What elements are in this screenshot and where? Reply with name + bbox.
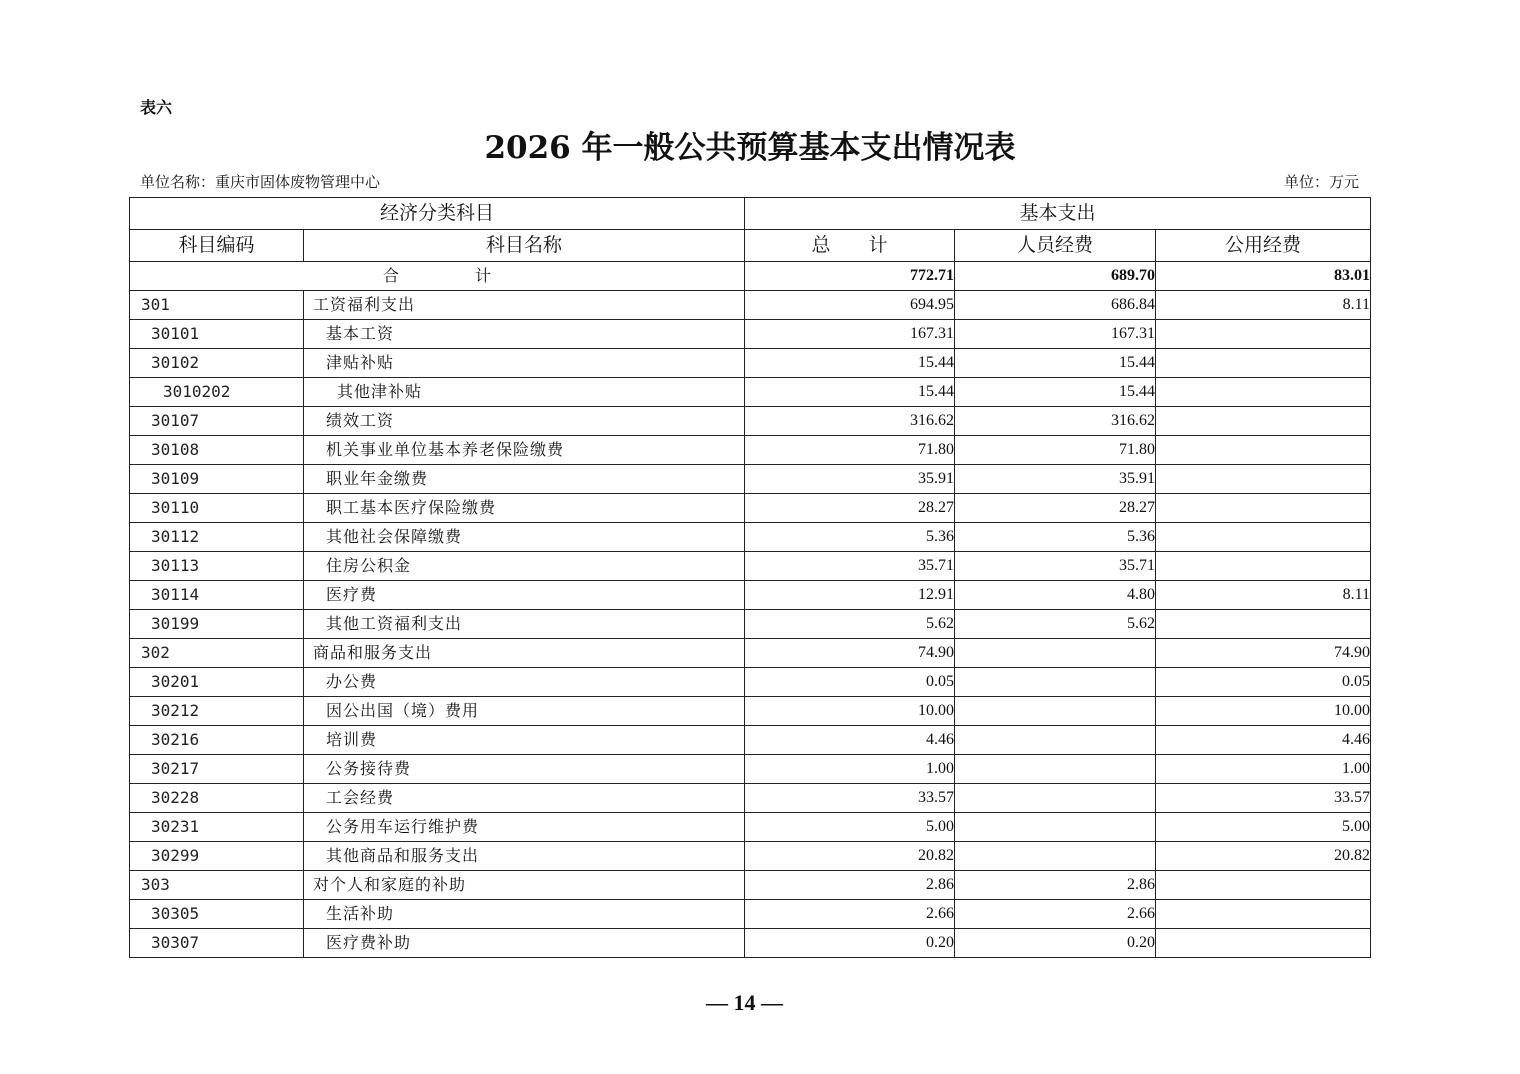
cell-name: 公务用车运行维护费: [304, 813, 745, 842]
cell-name: 办公费: [304, 668, 745, 697]
cell-public: 8.11: [1156, 581, 1371, 610]
cell-personnel: [955, 813, 1156, 842]
cell-personnel: 15.44: [955, 378, 1156, 407]
cell-name: 住房公积金: [304, 552, 745, 581]
cell-code: 30201: [130, 668, 304, 697]
cell-public: [1156, 494, 1371, 523]
cell-personnel: [955, 668, 1156, 697]
cell-total: 5.62: [745, 610, 955, 639]
cell-personnel: 2.86: [955, 871, 1156, 900]
cell-public: 10.00: [1156, 697, 1371, 726]
cell-personnel: [955, 755, 1156, 784]
total-label: 合 计: [130, 262, 745, 291]
cell-personnel: [955, 842, 1156, 871]
cell-public: [1156, 465, 1371, 494]
cell-total: 0.20: [745, 929, 955, 958]
column-header-public: 公用经费: [1156, 230, 1371, 262]
table-row: [130, 697, 1371, 726]
cell-code: 30305: [130, 900, 304, 929]
cell-public: 0.05: [1156, 668, 1371, 697]
table-row: [130, 552, 1371, 581]
cell-total: 28.27: [745, 494, 955, 523]
cell-name: 绩效工资: [304, 407, 745, 436]
cell-code: 301: [130, 291, 304, 320]
cell-personnel: 15.44: [955, 349, 1156, 378]
cell-code: 30307: [130, 929, 304, 958]
table-row: [130, 813, 1371, 842]
cell-name: 工会经费: [304, 784, 745, 813]
cell-code: 30216: [130, 726, 304, 755]
cell-code: 30217: [130, 755, 304, 784]
cell-name: 其他津补贴: [304, 378, 745, 407]
cell-public: 20.82: [1156, 842, 1371, 871]
cell-total: 15.44: [745, 378, 955, 407]
cell-total: 5.36: [745, 523, 955, 552]
cell-total: 1.00: [745, 755, 955, 784]
cell-name: 生活补助: [304, 900, 745, 929]
table-row: [130, 755, 1371, 784]
table-body: [130, 262, 1371, 958]
cell-personnel: [955, 726, 1156, 755]
cell-code: 30101: [130, 320, 304, 349]
cell-code: 30108: [130, 436, 304, 465]
cell-total: 35.91: [745, 465, 955, 494]
cell-name: 培训费: [304, 726, 745, 755]
cell-name: 基本工资: [304, 320, 745, 349]
cell-personnel: 2.66: [955, 900, 1156, 929]
table-row: [130, 320, 1371, 349]
cell-name: 商品和服务支出: [304, 639, 745, 668]
cell-total: 2.66: [745, 900, 955, 929]
column-header-total: 总 计: [745, 230, 955, 262]
cell-name: 其他商品和服务支出: [304, 842, 745, 871]
cell-code: 30199: [130, 610, 304, 639]
cell-name: 公务接待费: [304, 755, 745, 784]
cell-total: 33.57: [745, 784, 955, 813]
cell-personnel: 35.71: [955, 552, 1156, 581]
table-row: [130, 726, 1371, 755]
cell-total: 20.82: [745, 842, 955, 871]
cell-public: [1156, 610, 1371, 639]
cell-code: 30114: [130, 581, 304, 610]
cell-personnel: 5.62: [955, 610, 1156, 639]
cell-personnel: 0.20: [955, 929, 1156, 958]
total-personnel: 689.70: [955, 262, 1156, 291]
table-row: [130, 349, 1371, 378]
cell-name: 医疗费: [304, 581, 745, 610]
cell-personnel: 35.91: [955, 465, 1156, 494]
currency-unit: 单位：万元: [1283, 173, 1359, 191]
cell-total: 35.71: [745, 552, 955, 581]
cell-public: [1156, 871, 1371, 900]
cell-total: 10.00: [745, 697, 955, 726]
cell-total: 71.80: [745, 436, 955, 465]
cell-name: 其他社会保障缴费: [304, 523, 745, 552]
cell-code: 30299: [130, 842, 304, 871]
cell-total: 0.05: [745, 668, 955, 697]
cell-name: 医疗费补助: [304, 929, 745, 958]
cell-code: 30107: [130, 407, 304, 436]
budget-table: [129, 197, 1371, 958]
cell-personnel: 316.62: [955, 407, 1156, 436]
cell-name: 因公出国（境）费用: [304, 697, 745, 726]
cell-total: 2.86: [745, 871, 955, 900]
cell-personnel: [955, 639, 1156, 668]
total-row: [130, 262, 1371, 291]
table-row: [130, 378, 1371, 407]
cell-public: 1.00: [1156, 755, 1371, 784]
cell-code: 30110: [130, 494, 304, 523]
cell-personnel: 4.80: [955, 581, 1156, 610]
table-row: [130, 900, 1371, 929]
cell-total: 12.91: [745, 581, 955, 610]
table-row: [130, 668, 1371, 697]
cell-code: 30102: [130, 349, 304, 378]
cell-total: 5.00: [745, 813, 955, 842]
cell-personnel: 28.27: [955, 494, 1156, 523]
total-public: 83.01: [1156, 262, 1371, 291]
table-row: [130, 610, 1371, 639]
cell-name: 职业年金缴费: [304, 465, 745, 494]
total-total: 772.71: [745, 262, 955, 291]
table-row: [130, 929, 1371, 958]
cell-code: 30212: [130, 697, 304, 726]
cell-code: 30113: [130, 552, 304, 581]
cell-code: 303: [130, 871, 304, 900]
unit-name: 单位名称：重庆市固体废物管理中心: [140, 173, 381, 191]
table-row: [130, 523, 1371, 552]
cell-public: [1156, 349, 1371, 378]
column-header-personnel: 人员经费: [955, 230, 1156, 262]
cell-public: [1156, 929, 1371, 958]
cell-total: 694.95: [745, 291, 955, 320]
table-row: [130, 494, 1371, 523]
cell-personnel: 71.80: [955, 436, 1156, 465]
cell-total: 15.44: [745, 349, 955, 378]
table-row: [130, 581, 1371, 610]
cell-personnel: 686.84: [955, 291, 1156, 320]
cell-personnel: [955, 697, 1156, 726]
cell-code: 30109: [130, 465, 304, 494]
cell-code: 30112: [130, 523, 304, 552]
table-row: [130, 291, 1371, 320]
table-row: [130, 465, 1371, 494]
group-header-economic-class: 经济分类科目: [130, 198, 745, 230]
table-row: [130, 842, 1371, 871]
cell-public: 4.46: [1156, 726, 1371, 755]
cell-public: 74.90: [1156, 639, 1371, 668]
table-row: [130, 436, 1371, 465]
cell-public: 8.11: [1156, 291, 1371, 320]
cell-public: [1156, 436, 1371, 465]
cell-personnel: 167.31: [955, 320, 1156, 349]
cell-public: [1156, 378, 1371, 407]
group-header-basic-expenditure: 基本支出: [745, 198, 1371, 230]
column-header-code: 科目编码: [130, 230, 304, 262]
cell-name: 津贴补贴: [304, 349, 745, 378]
table-row: [130, 407, 1371, 436]
cell-code: 30228: [130, 784, 304, 813]
cell-public: 5.00: [1156, 813, 1371, 842]
cell-public: 33.57: [1156, 784, 1371, 813]
cell-public: [1156, 552, 1371, 581]
table-row: [130, 639, 1371, 668]
table-row: [130, 784, 1371, 813]
cell-total: 4.46: [745, 726, 955, 755]
column-header-name: 科目名称: [304, 230, 745, 262]
cell-code: 3010202: [130, 378, 304, 407]
table-row: [130, 871, 1371, 900]
cell-public: [1156, 407, 1371, 436]
cell-total: 167.31: [745, 320, 955, 349]
cell-code: 30231: [130, 813, 304, 842]
cell-public: [1156, 320, 1371, 349]
cell-name: 职工基本医疗保险缴费: [304, 494, 745, 523]
cell-personnel: [955, 784, 1156, 813]
cell-personnel: 5.36: [955, 523, 1156, 552]
cell-public: [1156, 523, 1371, 552]
cell-name: 机关事业单位基本养老保险缴费: [304, 436, 745, 465]
table-label: 表六: [140, 98, 173, 117]
page-title: 2026 年一般公共预算基本支出情况表: [484, 130, 1016, 166]
cell-name: 其他工资福利支出: [304, 610, 745, 639]
cell-public: [1156, 900, 1371, 929]
cell-name: 工资福利支出: [304, 291, 745, 320]
cell-name: 对个人和家庭的补助: [304, 871, 745, 900]
cell-code: 302: [130, 639, 304, 668]
cell-total: 316.62: [745, 407, 955, 436]
cell-total: 74.90: [745, 639, 955, 668]
page-number: — 14 —: [706, 990, 783, 1015]
